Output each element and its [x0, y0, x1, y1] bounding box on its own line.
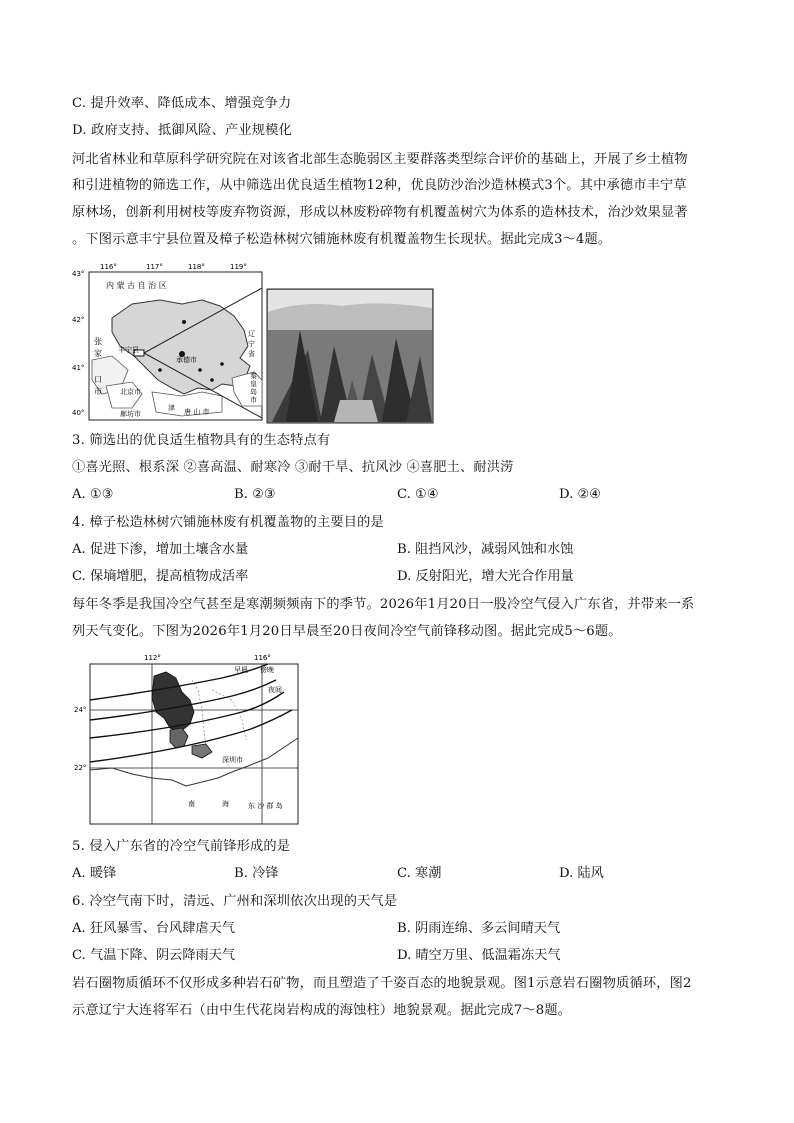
svg-text:张: 张: [94, 337, 102, 346]
svg-text:津: 津: [168, 404, 175, 412]
svg-text:岛: 岛: [250, 388, 257, 396]
q6-option-b[interactable]: B. 阴雨连绵、多云间晴天气: [397, 921, 561, 936]
figure-fengning: [72, 260, 434, 424]
q3-option-c[interactable]: C. ①④: [397, 487, 439, 502]
fengning-map: [72, 260, 434, 424]
passage3-line-2: 示意辽宁大连将军石（由中生代花岗岩构成的海蚀柱）地貌景观。据此完成7～8题。: [72, 1003, 572, 1018]
q5-stem: 5. 侵入广东省的冷空气前锋形成的是: [72, 839, 291, 854]
q2-option-d: D. 政府支持、抵御风险、产业规模化: [72, 123, 292, 138]
passage3-line-1: 岩石圈物质循环不仅形成多种岩石矿物，而且塑造了千姿百态的地貌景观。图1示意岩石圈物质循环，图2: [72, 976, 692, 991]
svg-text:皇: 皇: [250, 380, 257, 388]
svg-text:南: 南: [188, 800, 195, 808]
svg-text:海: 海: [222, 800, 229, 808]
label-neimenggu: 内 蒙 古 自 治 区: [106, 281, 167, 290]
q6-option-c[interactable]: C. 气温下降、阴云降雨天气: [72, 948, 236, 963]
q3-option-d[interactable]: D. ②④: [559, 487, 602, 502]
svg-text:116°: 116°: [254, 654, 271, 662]
passage1-line-1: 河北省林业和草原科学研究院在对该省北部生态脆弱区主要群落类型综合评价的基础上，开展了乡土植物: [72, 152, 688, 167]
label-evening: 傍晚: [260, 666, 274, 674]
q4-option-c[interactable]: C. 保墒增肥，提高植物成活率: [72, 569, 249, 584]
label-shenzhen: 深圳市: [222, 756, 243, 764]
q2-option-c: C. 提升效率、降低成本、增强竞争力: [72, 96, 292, 111]
q3-items: ①喜光照、根系深 ②喜高温、耐寒冷 ③耐干旱、抗风沙 ④喜肥土、耐洪涝: [72, 460, 514, 475]
svg-text:市: 市: [250, 396, 257, 404]
q3-option-a[interactable]: A. ①③: [72, 487, 114, 502]
figure-cold-front: [72, 650, 302, 828]
q6-stem: 6. 冷空气南下时，清远、广州和深圳依次出现的天气是: [72, 894, 398, 909]
svg-text:42°: 42°: [72, 316, 85, 324]
cold-front-map: [72, 650, 302, 828]
label-night: 夜间: [268, 686, 282, 694]
svg-text:43°: 43°: [72, 270, 85, 278]
svg-text:112°: 112°: [144, 654, 161, 662]
q5-option-b[interactable]: B. 冷锋: [234, 866, 279, 881]
label-fengning: 丰宁县: [118, 346, 139, 354]
svg-text:116°: 116°: [100, 263, 117, 271]
svg-text:22°: 22°: [74, 764, 87, 772]
svg-text:口: 口: [94, 375, 102, 384]
svg-text:117°: 117°: [146, 263, 163, 271]
passage2-line-1: 每年冬季是我国冷空气甚至是寒潮频频南下的季节。2026年1月20日一股冷空气侵入广东省，并带来一系: [72, 597, 695, 612]
label-chengde: 承德市: [176, 356, 197, 364]
passage2-line-2: 列天气变化。下图为2026年1月20日早晨至20日夜间冷空气前锋移动图。据此完成5～6题。: [72, 624, 622, 639]
svg-text:119°: 119°: [230, 263, 247, 271]
svg-text:秦: 秦: [250, 372, 257, 380]
q6-option-a[interactable]: A. 狂风暴雪、台风肆虐天气: [72, 921, 235, 936]
passage1-line-4: 。下图示意丰宁县位置及樟子松造林树穴铺施林废有机覆盖物生长现状。据此完成3～4题。: [72, 232, 612, 247]
label-tangshan: 唐 山 市: [184, 408, 210, 416]
q4-option-b[interactable]: B. 阻挡风沙，减弱风蚀和水蚀: [397, 542, 574, 557]
q4-option-d[interactable]: D. 反射阳光，增大光合作用量: [397, 569, 574, 584]
q5-option-c[interactable]: C. 寒潮: [397, 866, 442, 881]
q3-stem: 3. 筛选出的优良适生植物具有的生态特点有: [72, 433, 331, 448]
label-dongsha: 东 沙 群 岛: [248, 802, 283, 810]
q3-option-b[interactable]: B. ②③: [234, 487, 276, 502]
svg-text:市: 市: [94, 387, 102, 396]
passage1-line-2: 和引进植物的筛选工作，从中筛选出优良适生植物12种，优良防沙治沙造林模式3个。其中承德市丰宁草: [72, 178, 687, 193]
pine-forest-photo: [267, 289, 433, 423]
q4-stem: 4. 樟子松造林树穴铺施林废有机覆盖物的主要目的是: [72, 515, 384, 530]
passage1-line-3: 原林场，创新利用树枝等废弃物资源，形成以林废粉碎物有机覆盖树穴为体系的造林技术，治沙效果显著: [72, 205, 688, 220]
q5-option-a[interactable]: A. 暖锋: [72, 866, 117, 881]
q6-option-d[interactable]: D. 晴空万里、低温霜冻天气: [397, 948, 561, 963]
q5-option-d[interactable]: D. 陆风: [559, 866, 604, 881]
svg-text:40°: 40°: [72, 409, 85, 417]
label-morning: 早晨: [234, 666, 248, 674]
svg-text:41°: 41°: [72, 364, 85, 372]
svg-text:家: 家: [94, 349, 102, 358]
svg-text:24°: 24°: [74, 706, 87, 714]
svg-text:省: 省: [248, 350, 255, 358]
svg-text:宁: 宁: [248, 340, 255, 348]
label-beijing: 北京市: [120, 388, 141, 396]
svg-text:辽: 辽: [248, 330, 255, 338]
q4-option-a[interactable]: A. 促进下渗，增加土壤含水量: [72, 542, 249, 557]
svg-text:118°: 118°: [188, 263, 205, 271]
label-langfang: 廊坊市: [120, 410, 141, 418]
